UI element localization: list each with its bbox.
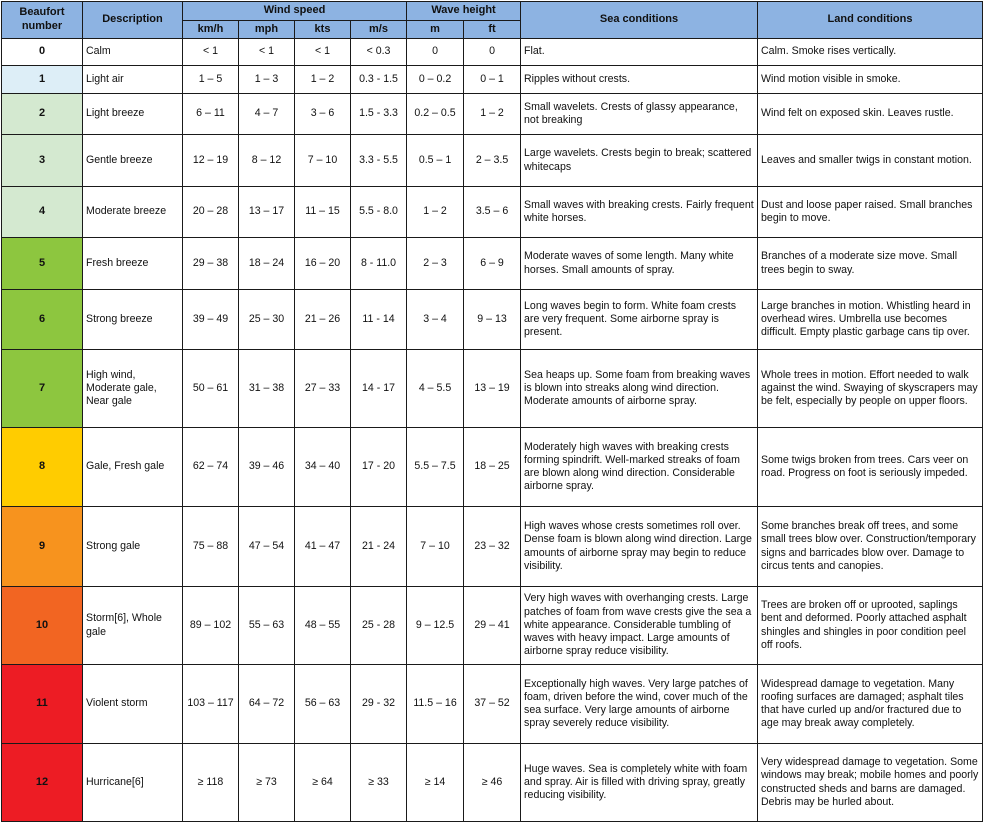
wind-kmh-cell: 1 – 5 bbox=[183, 66, 239, 94]
wave-ft-cell: ≥ 46 bbox=[464, 744, 521, 822]
wind-mph-cell: 8 – 12 bbox=[239, 135, 295, 187]
wind-mph-cell: 18 – 24 bbox=[239, 238, 295, 290]
beaufort-number-cell: 1 bbox=[2, 66, 83, 94]
header-unit-ms: m/s bbox=[351, 21, 407, 39]
beaufort-number-cell: 9 bbox=[2, 507, 83, 587]
beaufort-number-cell: 10 bbox=[2, 587, 83, 665]
description-cell: Gentle breeze bbox=[83, 135, 183, 187]
wind-kts-cell: < 1 bbox=[295, 39, 351, 66]
wind-kmh-cell: 39 – 49 bbox=[183, 290, 239, 350]
sea-conditions-cell: Ripples without crests. bbox=[521, 66, 758, 94]
land-conditions-cell: Some branches break off trees, and some small trees blow over. Construction/temporary signs and barricades blow over. Damage to circus tents and canopies. bbox=[758, 507, 983, 587]
wind-mph-cell: 25 – 30 bbox=[239, 290, 295, 350]
table-row bbox=[2, 587, 983, 665]
wind-kts-cell: 11 – 15 bbox=[295, 187, 351, 238]
wind-kmh-cell: 89 – 102 bbox=[183, 587, 239, 665]
wave-ft-cell: 9 – 13 bbox=[464, 290, 521, 350]
wind-kts-cell: 16 – 20 bbox=[295, 238, 351, 290]
wind-ms-cell: 29 - 32 bbox=[351, 665, 407, 744]
header-wave-height: Wave height bbox=[407, 2, 521, 21]
wind-kts-cell: 41 – 47 bbox=[295, 507, 351, 587]
beaufort-number-cell: 2 bbox=[2, 94, 83, 135]
sea-conditions-cell: Small waves with breaking crests. Fairly frequent white horses. bbox=[521, 187, 758, 238]
sea-conditions-cell: Moderate waves of some length. Many white horses. Small amounts of spray. bbox=[521, 238, 758, 290]
header-unit-ft: ft bbox=[464, 21, 521, 39]
wind-ms-cell: 0.3 - 1.5 bbox=[351, 66, 407, 94]
sea-conditions-cell: Exceptionally high waves. Very large patches of foam, driven before the wind, cover much of the sea surface. Very large amounts of airborne spray severely reduce visibility. bbox=[521, 665, 758, 744]
wave-ft-cell: 29 – 41 bbox=[464, 587, 521, 665]
sea-conditions-cell: Very high waves with overhanging crests. Large patches of foam from wave crests give the sea a white appearance. Considerable tumbling of waves with heavy impact. Large amounts of airborne spray reduce visibility. bbox=[521, 587, 758, 665]
wind-kmh-cell: ≥ 118 bbox=[183, 744, 239, 822]
wave-m-cell: 4 – 5.5 bbox=[407, 350, 464, 428]
wind-mph-cell: 64 – 72 bbox=[239, 665, 295, 744]
wind-mph-cell: 13 – 17 bbox=[239, 187, 295, 238]
table-row bbox=[2, 238, 983, 290]
wave-m-cell: 5.5 – 7.5 bbox=[407, 428, 464, 507]
wave-m-cell: 0.2 – 0.5 bbox=[407, 94, 464, 135]
wave-m-cell: 3 – 4 bbox=[407, 290, 464, 350]
description-cell: Light breeze bbox=[83, 94, 183, 135]
wave-m-cell: 0 – 0.2 bbox=[407, 66, 464, 94]
wind-ms-cell: 1.5 - 3.3 bbox=[351, 94, 407, 135]
header-wind-speed: Wind speed bbox=[183, 2, 407, 21]
header-unit-m: m bbox=[407, 21, 464, 39]
table-row bbox=[2, 135, 983, 187]
wind-kts-cell: 48 – 55 bbox=[295, 587, 351, 665]
header-land-conditions: Land conditions bbox=[758, 2, 983, 39]
wind-mph-cell: ≥ 73 bbox=[239, 744, 295, 822]
wave-m-cell: 11.5 – 16 bbox=[407, 665, 464, 744]
description-cell: Fresh breeze bbox=[83, 238, 183, 290]
land-conditions-cell: Large branches in motion. Whistling heard in overhead wires. Umbrella use becomes difficult. Empty plastic garbage cans tip over. bbox=[758, 290, 983, 350]
wind-ms-cell: 3.3 - 5.5 bbox=[351, 135, 407, 187]
wave-ft-cell: 0 – 1 bbox=[464, 66, 521, 94]
header-unit-kts: kts bbox=[295, 21, 351, 39]
wind-ms-cell: < 0.3 bbox=[351, 39, 407, 66]
beaufort-number-cell: 12 bbox=[2, 744, 83, 822]
wind-ms-cell: 11 - 14 bbox=[351, 290, 407, 350]
wave-ft-cell: 23 – 32 bbox=[464, 507, 521, 587]
wave-ft-cell: 0 bbox=[464, 39, 521, 66]
description-cell: Gale, Fresh gale bbox=[83, 428, 183, 507]
land-conditions-cell: Wind motion visible in smoke. bbox=[758, 66, 983, 94]
wave-ft-cell: 18 – 25 bbox=[464, 428, 521, 507]
description-cell: Strong breeze bbox=[83, 290, 183, 350]
land-conditions-cell: Dust and loose paper raised. Small branches begin to move. bbox=[758, 187, 983, 238]
wind-kmh-cell: 6 – 11 bbox=[183, 94, 239, 135]
land-conditions-cell: Very widespread damage to vegetation. Some windows may break; mobile homes and poorly constructed sheds and barns are damaged. Debris may be hurled about. bbox=[758, 744, 983, 822]
wind-kmh-cell: 75 – 88 bbox=[183, 507, 239, 587]
sea-conditions-cell: Flat. bbox=[521, 39, 758, 66]
wind-ms-cell: ≥ 33 bbox=[351, 744, 407, 822]
wind-ms-cell: 25 - 28 bbox=[351, 587, 407, 665]
beaufort-scale-table bbox=[1, 1, 983, 822]
wave-ft-cell: 37 – 52 bbox=[464, 665, 521, 744]
beaufort-number-cell: 4 bbox=[2, 187, 83, 238]
sea-conditions-cell: Large wavelets. Crests begin to break; scattered whitecaps bbox=[521, 135, 758, 187]
description-cell: High wind, Moderate gale, Near gale bbox=[83, 350, 183, 428]
wind-ms-cell: 5.5 - 8.0 bbox=[351, 187, 407, 238]
wind-kmh-cell: 103 – 117 bbox=[183, 665, 239, 744]
wave-ft-cell: 6 – 9 bbox=[464, 238, 521, 290]
wind-kts-cell: 27 – 33 bbox=[295, 350, 351, 428]
wave-ft-cell: 3.5 – 6 bbox=[464, 187, 521, 238]
beaufort-number-cell: 3 bbox=[2, 135, 83, 187]
wave-m-cell: 7 – 10 bbox=[407, 507, 464, 587]
table-row bbox=[2, 94, 983, 135]
wave-m-cell: 2 – 3 bbox=[407, 238, 464, 290]
beaufort-number-cell: 0 bbox=[2, 39, 83, 66]
header-beaufort-number: Beaufort number bbox=[2, 2, 83, 39]
description-cell: Light air bbox=[83, 66, 183, 94]
beaufort-number-cell: 8 bbox=[2, 428, 83, 507]
wind-kts-cell: 7 – 10 bbox=[295, 135, 351, 187]
wind-kmh-cell: < 1 bbox=[183, 39, 239, 66]
table-row bbox=[2, 665, 983, 744]
wind-kmh-cell: 20 – 28 bbox=[183, 187, 239, 238]
wave-m-cell: 9 – 12.5 bbox=[407, 587, 464, 665]
wind-kts-cell: 21 – 26 bbox=[295, 290, 351, 350]
table-row bbox=[2, 428, 983, 507]
wind-mph-cell: 1 – 3 bbox=[239, 66, 295, 94]
beaufort-number-cell: 5 bbox=[2, 238, 83, 290]
wind-mph-cell: 39 – 46 bbox=[239, 428, 295, 507]
wind-kts-cell: ≥ 64 bbox=[295, 744, 351, 822]
sea-conditions-cell: Huge waves. Sea is completely white with foam and spray. Air is filled with driving spray, greatly reducing visibility. bbox=[521, 744, 758, 822]
wind-kts-cell: 1 – 2 bbox=[295, 66, 351, 94]
land-conditions-cell: Whole trees in motion. Effort needed to walk against the wind. Swaying of skyscrapers may be felt, especially by people on upper floors. bbox=[758, 350, 983, 428]
table-row bbox=[2, 187, 983, 238]
wind-mph-cell: 55 – 63 bbox=[239, 587, 295, 665]
sea-conditions-cell: Sea heaps up. Some foam from breaking waves is blown into streaks along wind direction. Moderate amounts of airborne spray. bbox=[521, 350, 758, 428]
header-unit-kmh: km/h bbox=[183, 21, 239, 39]
wind-kts-cell: 34 – 40 bbox=[295, 428, 351, 507]
sea-conditions-cell: Moderately high waves with breaking crests forming spindrift. Well-marked streaks of foam are blown along wind direction. Considerable airborne spray. bbox=[521, 428, 758, 507]
land-conditions-cell: Wind felt on exposed skin. Leaves rustle. bbox=[758, 94, 983, 135]
wind-mph-cell: 31 – 38 bbox=[239, 350, 295, 428]
wave-m-cell: 0 bbox=[407, 39, 464, 66]
wind-kmh-cell: 62 – 74 bbox=[183, 428, 239, 507]
description-cell: Hurricane[6] bbox=[83, 744, 183, 822]
wind-mph-cell: 4 – 7 bbox=[239, 94, 295, 135]
wave-ft-cell: 2 – 3.5 bbox=[464, 135, 521, 187]
wind-mph-cell: 47 – 54 bbox=[239, 507, 295, 587]
land-conditions-cell: Calm. Smoke rises vertically. bbox=[758, 39, 983, 66]
beaufort-number-cell: 6 bbox=[2, 290, 83, 350]
land-conditions-cell: Leaves and smaller twigs in constant motion. bbox=[758, 135, 983, 187]
header-sea-conditions: Sea conditions bbox=[521, 2, 758, 39]
beaufort-number-cell: 7 bbox=[2, 350, 83, 428]
header-row-groups bbox=[2, 2, 983, 21]
wave-m-cell: 0.5 – 1 bbox=[407, 135, 464, 187]
land-conditions-cell: Widespread damage to vegetation. Many roofing surfaces are damaged; asphalt tiles that have curled up and/or fractured due to age may break away completely. bbox=[758, 665, 983, 744]
description-cell: Moderate breeze bbox=[83, 187, 183, 238]
description-cell: Storm[6], Whole gale bbox=[83, 587, 183, 665]
wind-kts-cell: 3 – 6 bbox=[295, 94, 351, 135]
wind-kmh-cell: 50 – 61 bbox=[183, 350, 239, 428]
table-row bbox=[2, 744, 983, 822]
wind-kts-cell: 56 – 63 bbox=[295, 665, 351, 744]
description-cell: Strong gale bbox=[83, 507, 183, 587]
land-conditions-cell: Some twigs broken from trees. Cars veer on road. Progress on foot is seriously impeded. bbox=[758, 428, 983, 507]
sea-conditions-cell: Small wavelets. Crests of glassy appearance, not breaking bbox=[521, 94, 758, 135]
wave-ft-cell: 1 – 2 bbox=[464, 94, 521, 135]
table-row bbox=[2, 66, 983, 94]
wind-kmh-cell: 29 – 38 bbox=[183, 238, 239, 290]
beaufort-number-cell: 11 bbox=[2, 665, 83, 744]
table-row bbox=[2, 350, 983, 428]
wind-ms-cell: 8 - 11.0 bbox=[351, 238, 407, 290]
wind-ms-cell: 21 - 24 bbox=[351, 507, 407, 587]
wind-kmh-cell: 12 – 19 bbox=[183, 135, 239, 187]
header-description: Description bbox=[83, 2, 183, 39]
table-row bbox=[2, 507, 983, 587]
header-unit-mph: mph bbox=[239, 21, 295, 39]
table-row bbox=[2, 39, 983, 66]
wave-m-cell: ≥ 14 bbox=[407, 744, 464, 822]
sea-conditions-cell: Long waves begin to form. White foam crests are very frequent. Some airborne spray is present. bbox=[521, 290, 758, 350]
wave-ft-cell: 13 – 19 bbox=[464, 350, 521, 428]
land-conditions-cell: Branches of a moderate size move. Small trees begin to sway. bbox=[758, 238, 983, 290]
description-cell: Violent storm bbox=[83, 665, 183, 744]
wind-ms-cell: 14 - 17 bbox=[351, 350, 407, 428]
land-conditions-cell: Trees are broken off or uprooted, saplings bent and deformed. Poorly attached asphalt shingles and shingles in poor condition peel off roofs. bbox=[758, 587, 983, 665]
sea-conditions-cell: High waves whose crests sometimes roll over. Dense foam is blown along wind direction. Large amounts of airborne spray may begin to reduce visibility. bbox=[521, 507, 758, 587]
wave-m-cell: 1 – 2 bbox=[407, 187, 464, 238]
description-cell: Calm bbox=[83, 39, 183, 66]
table-row bbox=[2, 290, 983, 350]
wind-ms-cell: 17 - 20 bbox=[351, 428, 407, 507]
wind-mph-cell: < 1 bbox=[239, 39, 295, 66]
